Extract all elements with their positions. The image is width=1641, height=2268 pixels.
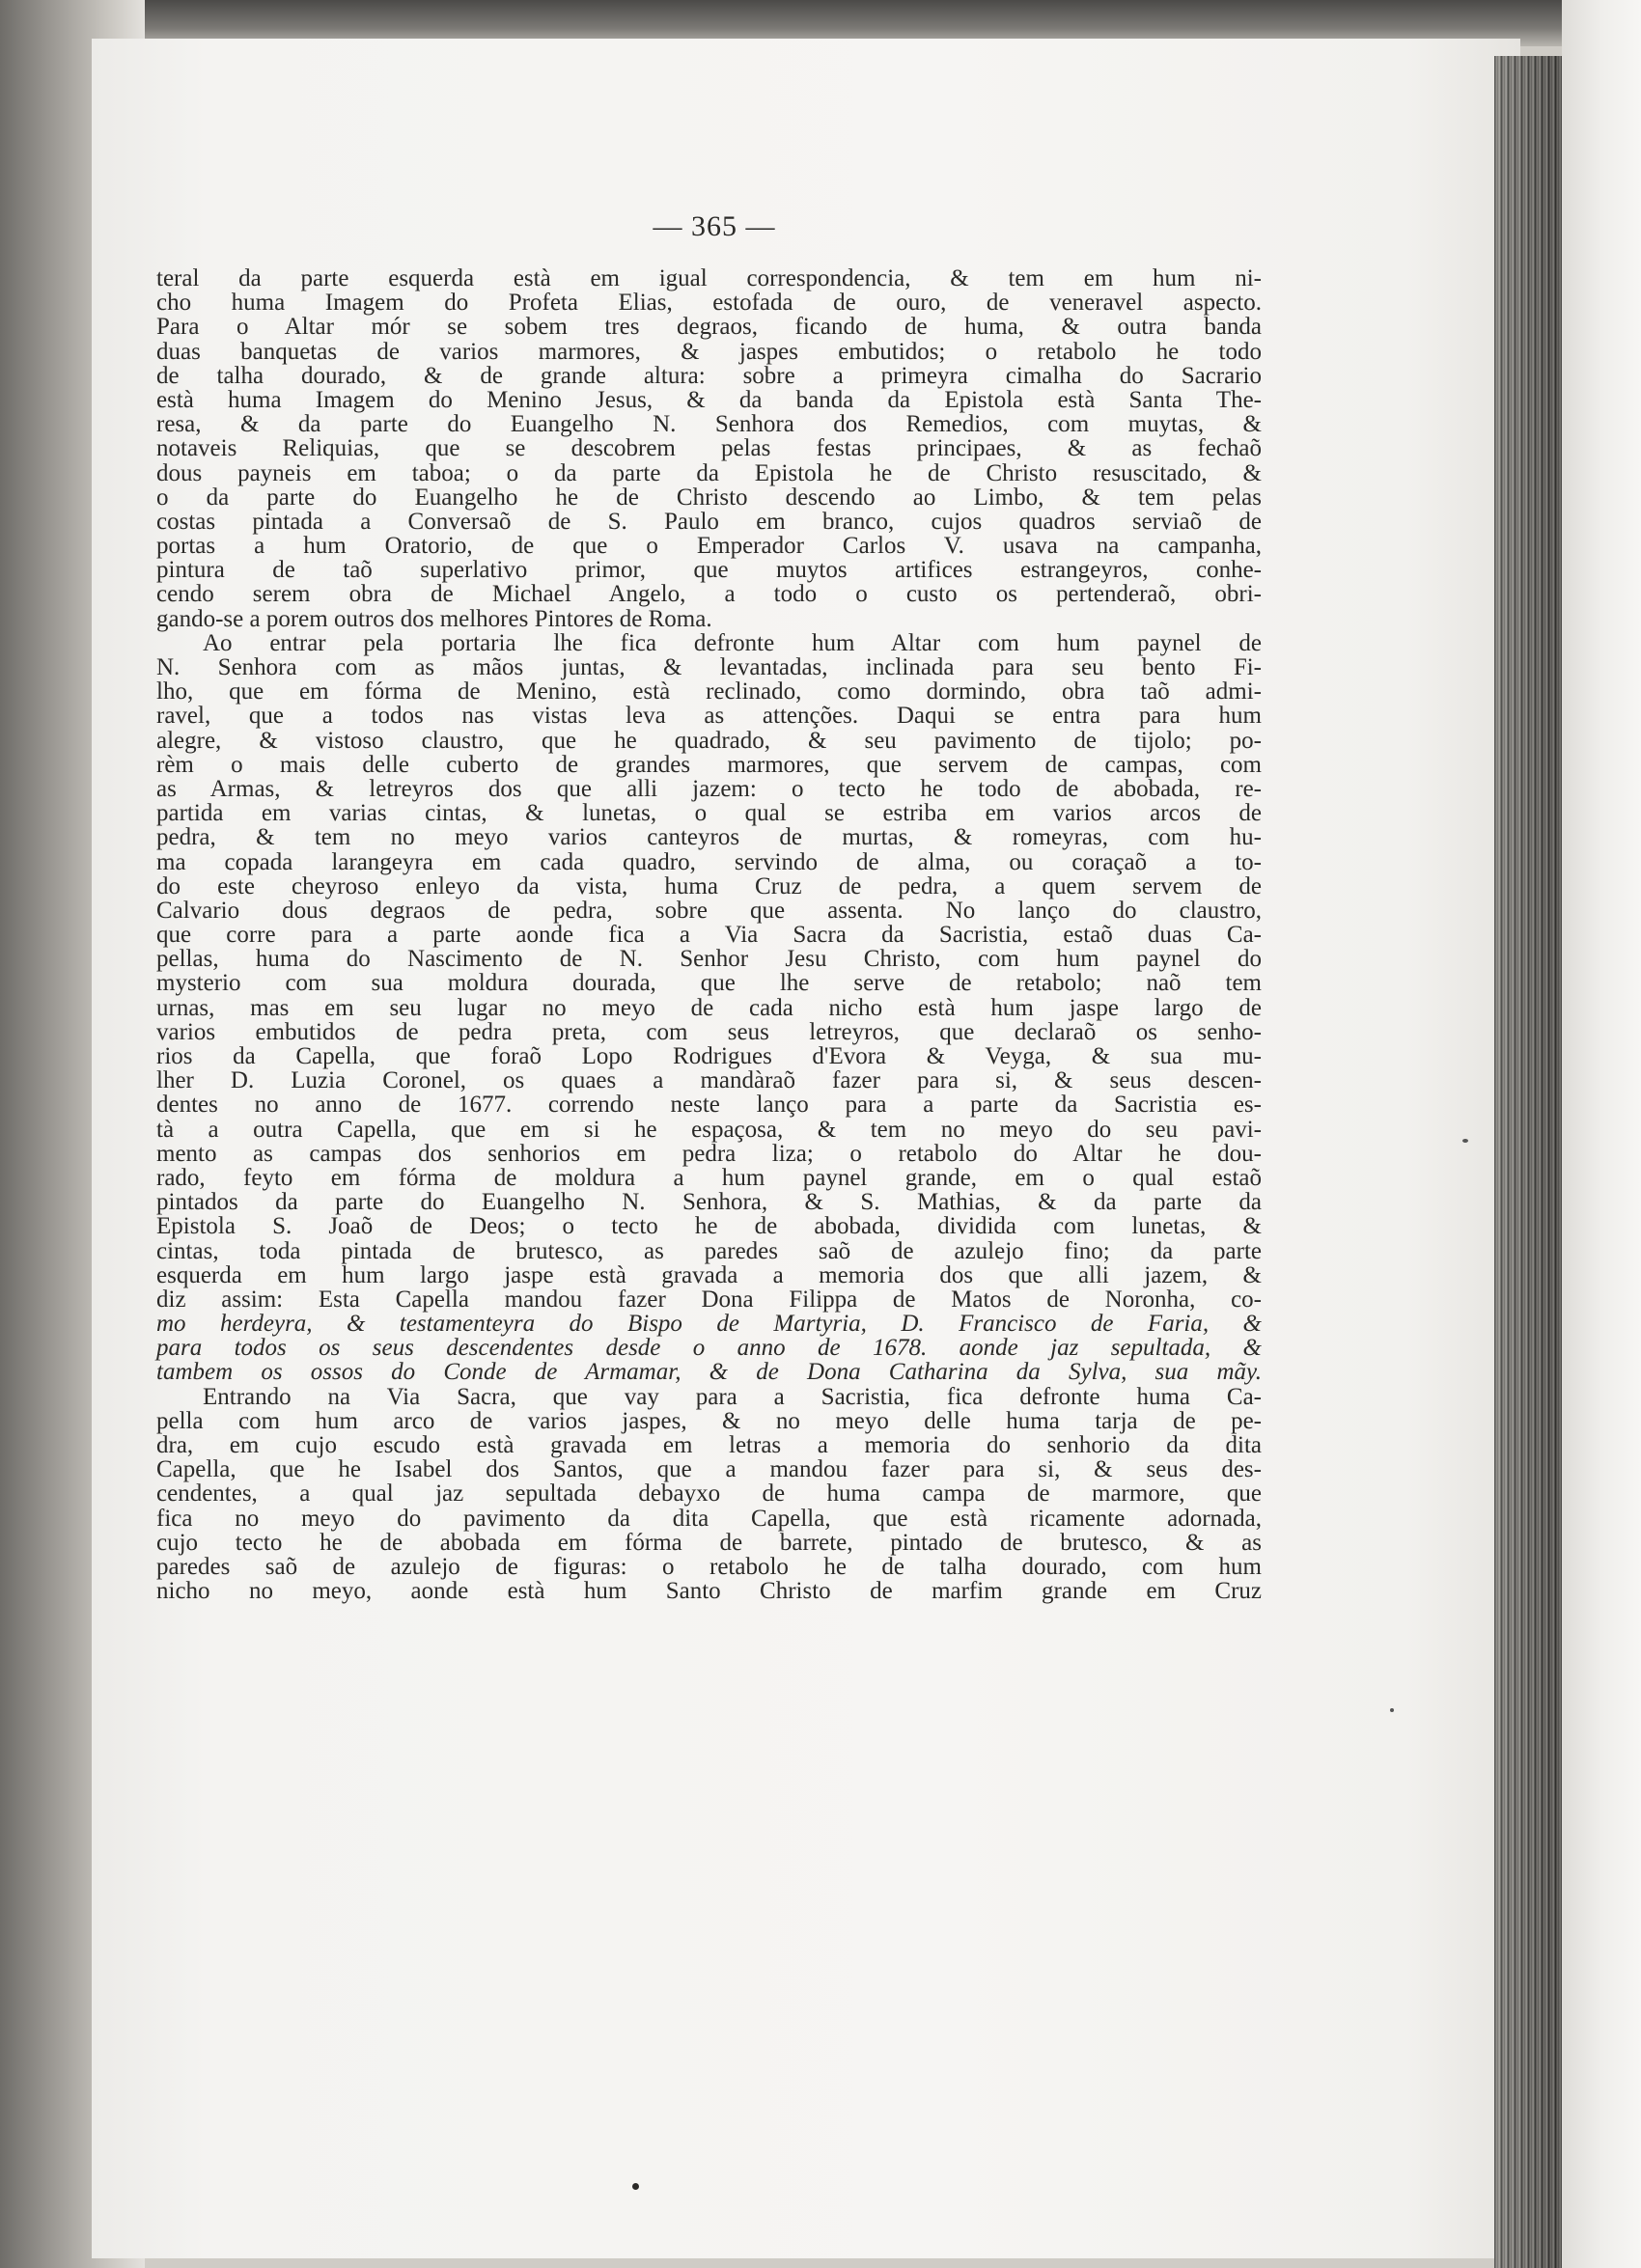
text-line: gando-se a porem outros dos melhores Pintores de Roma. <box>156 605 712 632</box>
text-line: portas a hum Oratorio, de que o Emperador Carlos V. usava na campanha, <box>156 533 1262 560</box>
text-line: costas pintada a Conversaõ de S. Paulo em branco, cujos quadros serviaõ de <box>156 508 1262 535</box>
text-line: pintados da parte do Euangelho N. Senhora, & S. Mathias, & da parte da <box>156 1189 1262 1216</box>
text-line: cho huma Imagem do Profeta Elias, estofada de ouro, de veneravel aspecto. <box>156 290 1262 317</box>
text-line: Ao entrar pela portaria lhe fica defronte hum Altar com hum paynel de <box>203 629 1262 656</box>
text-line: rios da Capella, que foraõ Lopo Rodrigues d'Evora & Veyga, & sua mu- <box>156 1043 1262 1069</box>
text-line: dentes no anno de 1677. correndo neste lanço para a parte da Sacristia es- <box>156 1092 1262 1119</box>
text-line: N. Senhora com as mãos juntas, & levantadas, inclinada para seu bento Fi- <box>156 654 1262 680</box>
text-line: do este cheyroso enleyo da vista, huma Cruz de pedra, a quem servem de <box>156 872 1262 899</box>
text-line: para todos os seus descendentes desde o anno de 1678. aonde jaz sepultada, & <box>156 1335 1262 1362</box>
text-line: de talha dourado, & de grande altura: sobre a primeyra cimalha do Sacrario <box>156 362 1262 389</box>
page-edges-shade <box>1494 56 1562 2268</box>
text-line: ma copada larangeyra em cada quadro, servindo de alma, ou coraçaõ a to- <box>156 848 1262 875</box>
text-line: o da parte do Euangelho he de Christo descendo ao Limbo, & tem pelas <box>156 484 1262 511</box>
text-line: pintura de taõ superlativo primor, que muytos artifices estrangeyros, conhe- <box>156 557 1262 584</box>
text-line: Calvario dous degraos de pedra, sobre que assenta. No lanço do claustro, <box>156 897 1262 924</box>
text-line: esquerda em hum largo jaspe està gravada a memoria dos que alli jazem, & <box>156 1261 1262 1288</box>
text-line: cendentes, a qual jaz sepultada debayxo de huma campa de marmore, que <box>156 1480 1262 1507</box>
text-line: nicho no meyo, aonde està hum Santo Christo de marfim grande em Cruz <box>156 1578 1262 1605</box>
text-line: cendo serem obra de Michael Angelo, a todo o custo os pertenderaõ, obri- <box>156 581 1262 608</box>
text-line: lher D. Luzia Coronel, os quaes a mandàraõ fazer para si, & seus descen- <box>156 1067 1262 1094</box>
text-line: varios embutidos de pedra preta, com seus letreyros, que declaraõ os senho- <box>156 1018 1262 1045</box>
text-line: diz assim: Esta Capella mandou fazer Dona Filippa de Matos de Noronha, co- <box>156 1286 1262 1313</box>
text-line: rèm o mais delle cuberto de grandes marmores, que servem de campas, com <box>156 751 1262 778</box>
text-line: partida em varias cintas, & lunetas, o qual se estriba em varios arcos de <box>156 800 1262 827</box>
text-line: urnas, mas em seu lugar no meyo de cada nicho està hum jaspe largo de <box>156 994 1262 1021</box>
text-line: mento as campas dos senhorios em pedra liza; o retabolo do Altar he dou- <box>156 1140 1262 1167</box>
text-line: lho, que em fórma de Menino, està reclinado, como dormindo, obra taõ admi- <box>156 678 1262 705</box>
text-line: dous payneis em taboa; o da parte da Epistola he de Christo resuscitado, & <box>156 459 1262 486</box>
ink-speck <box>1390 1708 1394 1712</box>
text-line: alegre, & vistoso claustro, que he quadrado, & seu pavimento de tijolo; po- <box>156 727 1262 754</box>
scan-right-margin <box>1562 0 1641 2268</box>
text-line: tà a outra Capella, que em si he espaçosa, & tem no meyo do seu pavi- <box>156 1116 1262 1143</box>
text-line: duas banquetas de varios marmores, & jaspes embutidos; o retabolo he todo <box>156 338 1262 365</box>
text-line: notaveis Reliquias, que se descobrem pelas festas principaes, & as fechaõ <box>156 435 1262 462</box>
text-line: Entrando na Via Sacra, que vay para a Sacristia, fica defronte huma Ca- <box>203 1383 1262 1410</box>
text-line: ravel, que a todos nas vistas leva as attenções. Daqui se entra para hum <box>156 703 1262 730</box>
ink-speck <box>1462 1139 1468 1143</box>
text-line: pella com hum arco de varios jaspes, & no meyo delle huma tarja de pe- <box>156 1407 1262 1434</box>
body-text <box>156 266 1262 1603</box>
text-line: que corre para a parte aonde fica a Via Sacra da Sacristia, estaõ duas Ca- <box>156 922 1262 949</box>
text-line: as Armas, & letreyros dos que alli jazem: o tecto he todo de abobada, re- <box>156 775 1262 802</box>
text-line: paredes saõ de azulejo de figuras: o retabolo he de talha dourado, com hum <box>156 1553 1262 1580</box>
text-line: mo herdeyra, & testamenteyra do Bispo de Martyria, D. Francisco de Faria, & <box>156 1311 1262 1338</box>
text-line: cintas, toda pintada de brutesco, as paredes saõ de azulejo fino; da parte <box>156 1237 1262 1264</box>
text-line: fica no meyo do pavimento da dita Capella, que està ricamente adornada, <box>156 1505 1262 1532</box>
text-line: rado, feyto em fórma de moldura a hum paynel grande, em o qual estaõ <box>156 1164 1262 1191</box>
page-number: — 365 — <box>653 210 776 242</box>
text-line: mysterio com sua moldura dourada, que lhe serve de retabolo; naõ tem <box>156 970 1262 997</box>
text-line: està huma Imagem do Menino Jesus, & da banda da Epistola està Santa The- <box>156 386 1262 413</box>
text-line: Para o Altar mór se sobem tres degraos, ficando de huma, & outra banda <box>156 314 1262 341</box>
text-line: Capella, que he Isabel dos Santos, que a mandou fazer para si, & seus des- <box>156 1456 1262 1483</box>
text-line: pedra, & tem no meyo varios canteyros de murtas, & romeyras, com hu- <box>156 824 1262 851</box>
text-line: cujo tecto he de abobada em fórma de barrete, pintado de brutesco, & as <box>156 1529 1262 1556</box>
ink-dot <box>632 2183 639 2190</box>
text-line: tambem os ossos do Conde de Armamar, & de Dona Catharina da Sylva, sua mãy. <box>156 1359 1262 1386</box>
text-line: resa, & da parte do Euangelho N. Senhora dos Remedios, com muytas, & <box>156 411 1262 438</box>
text-line: teral da parte esquerda està em igual correspondencia, & tem em hum ni- <box>156 265 1262 291</box>
text-line: Epistola S. Joaõ de Deos; o tecto he de abobada, dividida com lunetas, & <box>156 1213 1262 1240</box>
text-line: dra, em cujo escudo està gravada em letras a memoria do senhorio da dita <box>156 1432 1262 1458</box>
text-line: pellas, huma do Nascimento de N. Senhor Jesu Christo, com hum paynel do <box>156 946 1262 973</box>
